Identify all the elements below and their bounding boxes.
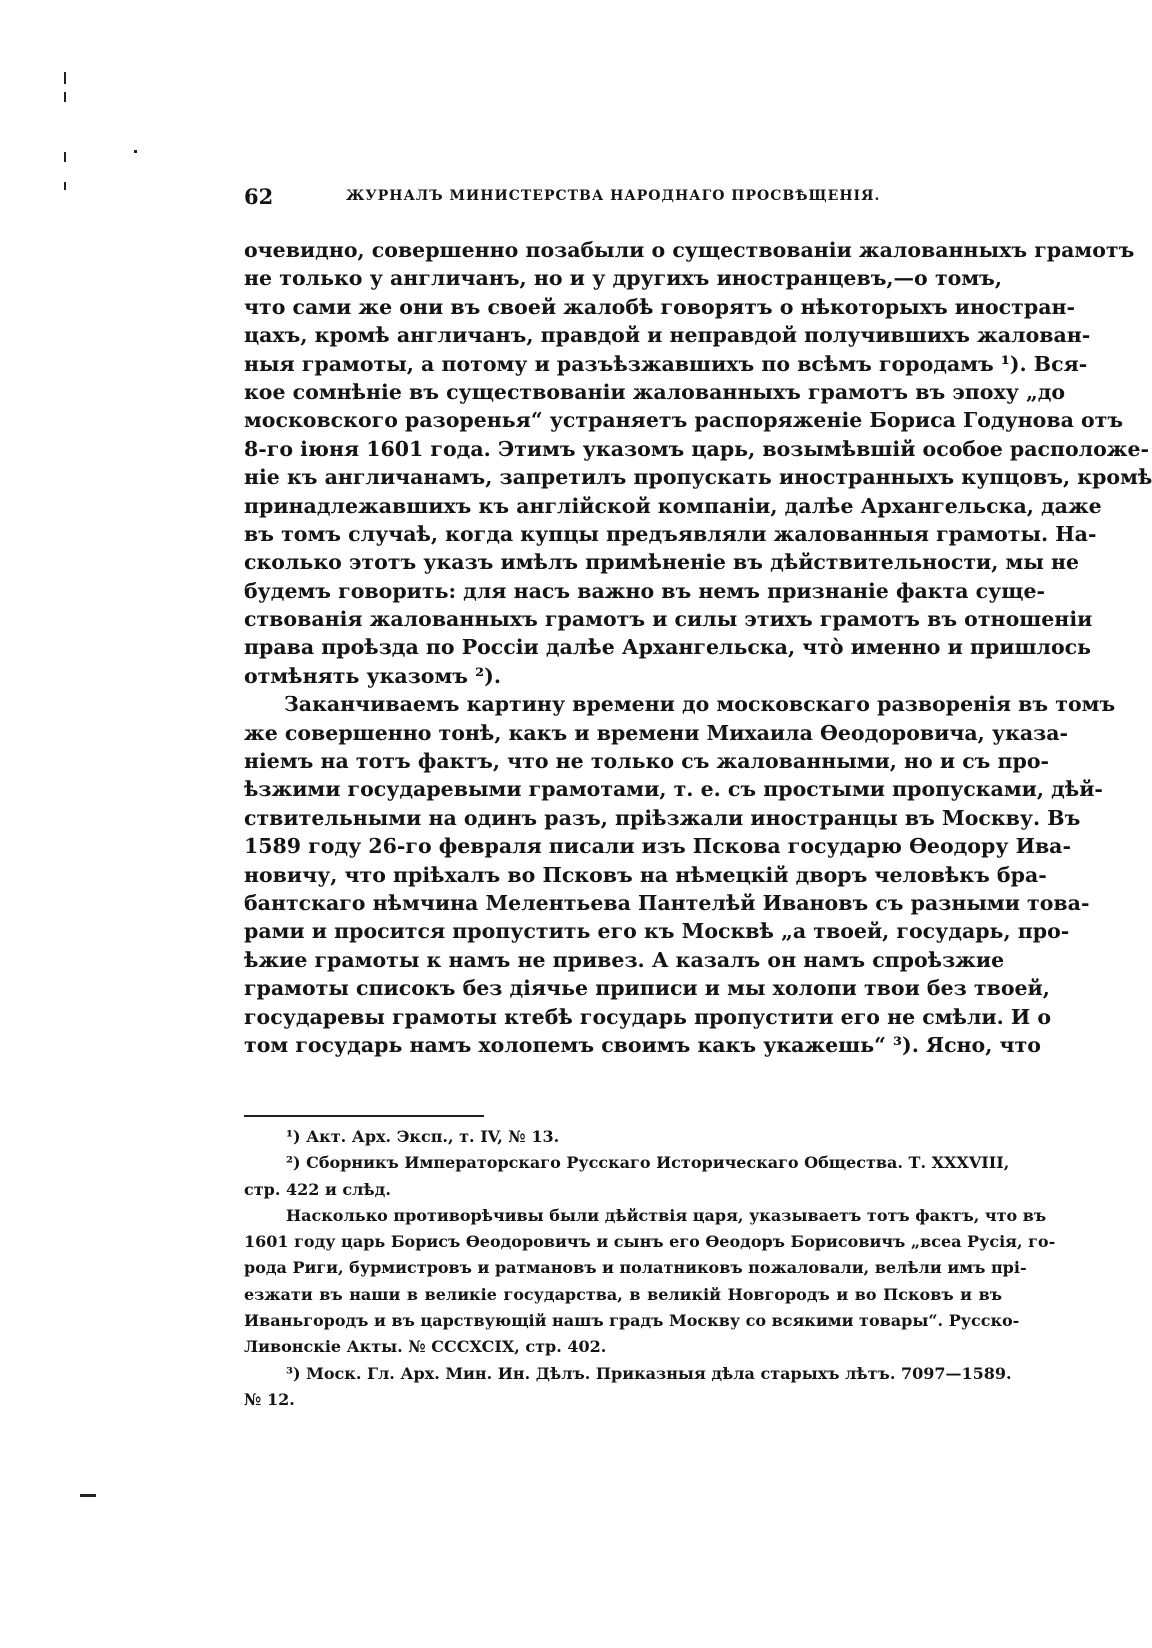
body-line: ствованія жалованныхъ грамотъ и силы этихъ грамотъ въ отношеніи xyxy=(244,607,1093,632)
body-line: Заканчиваемъ картину времени до московскаго разворенія въ томъ xyxy=(284,692,1116,717)
page-number: 62 xyxy=(244,184,274,209)
footnote-line: стр. 422 и слѣд. xyxy=(244,1179,391,1199)
footnote-line: езжати въ наши в великіе государства, в великій Новгородъ и во Псковъ и въ xyxy=(244,1284,1002,1304)
body-line: что сами же они въ своей жалобѣ говорятъ о нѣкоторыхъ иностран- xyxy=(244,294,1076,319)
footnote-line: № 12. xyxy=(244,1389,295,1409)
scan-mark-bottom xyxy=(80,1494,96,1497)
body-line: цахъ, кромѣ англичанъ, правдой и неправдой получившихъ жалован- xyxy=(244,323,1091,348)
body-line: очевидно, совершенно позабыли о существованіи жалованныхъ грамотъ xyxy=(244,238,1135,262)
body-line: въ томъ случаѣ, когда купцы предъявляли жалованныя грамоты. На- xyxy=(244,521,1097,546)
body-line: ѣзжими государевыми грамотами, т. е. съ простыми пропусками, дѣй- xyxy=(244,777,1103,802)
scan-mark-left-3 xyxy=(64,152,66,162)
running-title: ЖУРНАЛЪ МИНИСТЕРСТВА НАРОДНАГО ПРОСВѢЩЕНІЯ. xyxy=(346,188,881,204)
body-line: ніе къ англичанамъ, запретилъ пропускать иностранныхъ купцовъ, кромѣ xyxy=(244,465,1152,490)
body-line: права проѣзда по Россіи далѣе Архангельска, что̀ именно и пришлось xyxy=(244,635,1092,660)
footnote-divider xyxy=(244,1115,484,1117)
scan-mark-left-1 xyxy=(64,72,66,84)
body-line: ныя грамоты, а потому и разъѣзжавшихъ по всѣмъ городамъ ¹). Вся- xyxy=(244,351,1088,376)
body-line: ніемъ на тотъ фактъ, что не только съ жалованными, но и съ про- xyxy=(244,749,1050,774)
body-line: принадлежавшихъ къ англійской компаніи, далѣе Архангельска, даже xyxy=(244,493,1102,518)
scan-mark-dot xyxy=(134,150,137,153)
footnote-line: ³) Моск. Гл. Арх. Мин. Ин. Дѣлъ. Приказныя дѣла старыхъ лѣтъ. 7097—1589. xyxy=(286,1363,1012,1383)
body-line: ѣжие грамоты к намъ не привез. А казалъ он намъ спроѣзжие xyxy=(244,947,1005,972)
body-text xyxy=(244,236,1152,1059)
scan-mark-left-2 xyxy=(64,92,66,102)
footnote-line: Ливонскіе Акты. № CCCXCIX, стр. 402. xyxy=(244,1337,607,1357)
body-line: же совершенно тонѣ, какъ и времени Михаила Ѳеодоровича, указа- xyxy=(244,720,1069,745)
footnote-line: 1601 году царь Борисъ Ѳеодоровичъ и сынъ его Ѳеодоръ Борисовичъ „всеа Русія, го- xyxy=(244,1232,1056,1252)
footnote-line: ²) Сборникъ Императорскаго Русскаго Историческаго Общества. Т. XXXVIII, xyxy=(286,1153,1010,1173)
body-line: московского разоренья“ устраняетъ распоряженіе Бориса Годунова отъ xyxy=(244,408,1124,433)
body-line: не только у англичанъ, но и у другихъ иностранцевъ,—о томъ, xyxy=(244,266,1002,291)
body-line: будемъ говорить: для насъ важно въ немъ признаніе факта суще- xyxy=(244,578,1046,603)
body-line: государевы грамоты ктебѣ государь пропустити его не смѣли. И о xyxy=(244,1004,1052,1029)
scan-mark-left-4 xyxy=(64,182,66,190)
footnote-line: ¹) Акт. Арх. Эксп., т. IV, № 13. xyxy=(286,1127,560,1146)
body-line: отмѣнять указомъ ²). xyxy=(244,663,501,688)
footnote-line: Насколько противорѣчивы были дѣйствія царя, указываетъ тотъ фактъ, что въ xyxy=(286,1205,1047,1225)
body-line: рами и просится пропустить его къ Москвѣ „а твоей, государь, про- xyxy=(244,919,1070,944)
body-line: бантскаго нѣмчина Мелентьева Пантелѣй Ивановъ съ разными това- xyxy=(244,890,1090,915)
body-line: кое сомнѣніе въ существованіи жалованныхъ грамотъ въ эпоху „до xyxy=(244,379,1066,404)
body-line: том государь намъ холопемъ своимъ какъ укажешь“ ³). Ясно, что xyxy=(244,1032,1041,1057)
body-line: 1589 году 26-го февраля писали изъ Пскова государю Ѳеодору Ива- xyxy=(244,834,1071,859)
body-line: 8-го іюня 1601 года. Этимъ указомъ царь, возымѣвшій особое расположе- xyxy=(244,436,1150,461)
footnotes xyxy=(244,1124,1056,1413)
footnote-line: Иваньгородъ и въ царствующій нашъ градъ Москву со всякими товары“. Русско- xyxy=(244,1311,1020,1331)
page-header xyxy=(244,184,1004,214)
footnote-line: рода Риги, бурмистровъ и ратмановъ и полатниковъ пожаловали, велѣли имъ прі- xyxy=(244,1258,1027,1278)
body-line: грамоты списокъ без діячье приписи и мы холопи твои без твоей, xyxy=(244,976,1050,1001)
body-line: сколько этотъ указъ имѣлъ примѣненіе въ дѣйствительности, мы не xyxy=(244,550,1080,575)
body-line: ствительными на одинъ разъ, пріѣзжали иностранцы въ Москву. Въ xyxy=(244,805,1081,830)
body-line: новичу, что пріѣхалъ во Псковъ на нѣмецкій дворъ человѣкъ бра- xyxy=(244,862,1047,887)
